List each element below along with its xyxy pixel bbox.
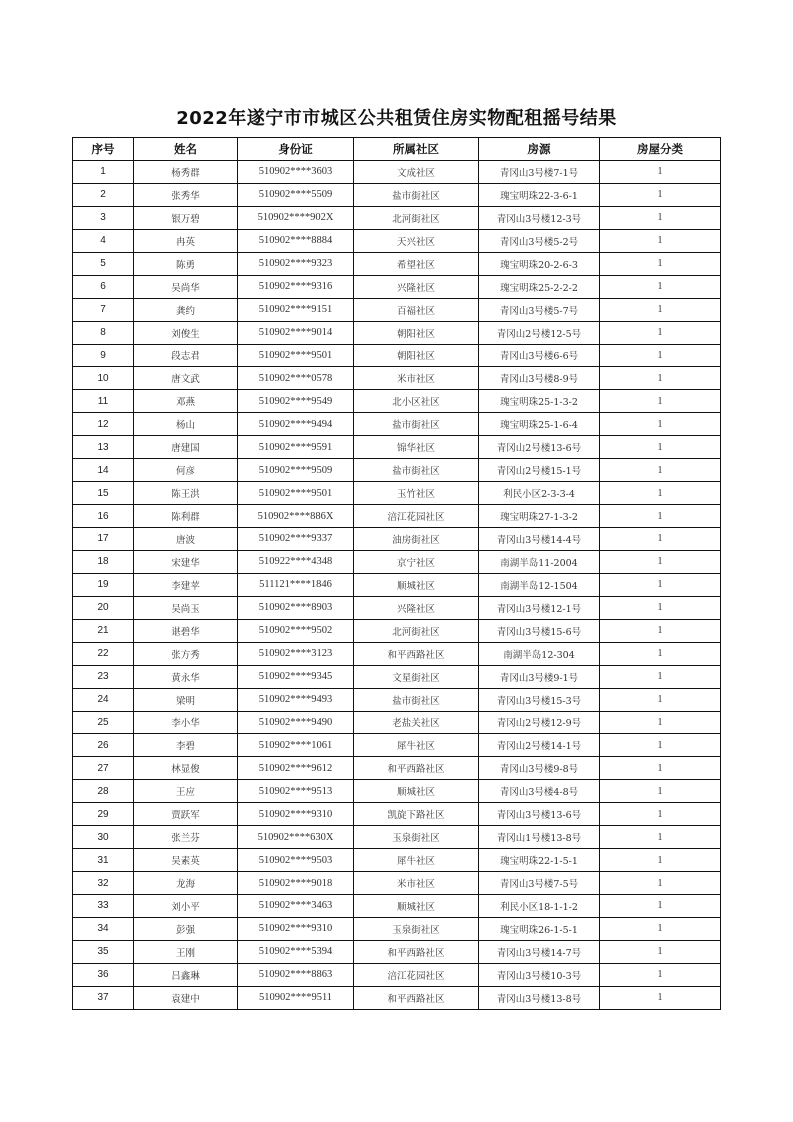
cell-community: 犀牛社区 [354, 849, 479, 872]
cell-community: 涪江花园社区 [354, 505, 479, 528]
header-housing-category: 房屋分类 [600, 138, 721, 161]
cell-serial-number: 35 [73, 940, 134, 963]
cell-name: 黄永华 [134, 665, 238, 688]
table-row [73, 940, 721, 963]
table-row [73, 275, 721, 298]
cell-housing-category: 1 [600, 161, 721, 184]
cell-name: 林显俊 [134, 757, 238, 780]
cell-id-card: 510902****9018 [238, 872, 354, 895]
header-community: 所属社区 [354, 138, 479, 161]
cell-id-card: 510922****4348 [238, 550, 354, 573]
cell-name: 张秀华 [134, 183, 238, 206]
cell-housing-category: 1 [600, 390, 721, 413]
cell-name: 龙海 [134, 872, 238, 895]
cell-serial-number: 14 [73, 459, 134, 482]
cell-name: 李碧 [134, 734, 238, 757]
table-row [73, 619, 721, 642]
cell-housing-source: 瑰宝明珠25-1-3-2 [479, 390, 600, 413]
cell-serial-number: 9 [73, 344, 134, 367]
lottery-results-table [72, 137, 721, 1010]
cell-housing-category: 1 [600, 734, 721, 757]
cell-name: 吕鑫琳 [134, 963, 238, 986]
table-row [73, 665, 721, 688]
cell-housing-category: 1 [600, 183, 721, 206]
cell-name: 刘俊生 [134, 321, 238, 344]
cell-name: 王刚 [134, 940, 238, 963]
cell-housing-category: 1 [600, 550, 721, 573]
cell-id-card: 510902****8863 [238, 963, 354, 986]
cell-community: 顺城社区 [354, 573, 479, 596]
cell-community: 北河街社区 [354, 206, 479, 229]
cell-id-card: 510902****5394 [238, 940, 354, 963]
cell-community: 京宁社区 [354, 550, 479, 573]
cell-id-card: 510902****1061 [238, 734, 354, 757]
cell-housing-source: 瑰宝明珠25-1-6-4 [479, 413, 600, 436]
cell-community: 盐市街社区 [354, 459, 479, 482]
cell-name: 吴尚华 [134, 275, 238, 298]
table-row [73, 826, 721, 849]
table-row [73, 206, 721, 229]
cell-id-card: 510902****902X [238, 206, 354, 229]
cell-serial-number: 33 [73, 895, 134, 918]
cell-housing-source: 青冈山3号楼9-1号 [479, 665, 600, 688]
cell-housing-source: 南湖半岛12-304 [479, 642, 600, 665]
cell-serial-number: 10 [73, 367, 134, 390]
cell-name: 李建苹 [134, 573, 238, 596]
cell-community: 盐市街社区 [354, 688, 479, 711]
cell-serial-number: 17 [73, 528, 134, 551]
cell-serial-number: 29 [73, 803, 134, 826]
cell-id-card: 510902****886X [238, 505, 354, 528]
cell-serial-number: 15 [73, 482, 134, 505]
cell-serial-number: 36 [73, 963, 134, 986]
cell-housing-category: 1 [600, 803, 721, 826]
cell-name: 邓燕 [134, 390, 238, 413]
cell-community: 玉泉街社区 [354, 826, 479, 849]
cell-serial-number: 30 [73, 826, 134, 849]
cell-id-card: 510902****9310 [238, 803, 354, 826]
document-title: 2022年遂宁市市城区公共租赁住房实物配租摇号结果 [176, 108, 617, 129]
cell-housing-category: 1 [600, 826, 721, 849]
cell-housing-source: 青冈山3号楼7-5号 [479, 872, 600, 895]
cell-serial-number: 22 [73, 642, 134, 665]
cell-housing-category: 1 [600, 872, 721, 895]
cell-serial-number: 1 [73, 161, 134, 184]
cell-serial-number: 12 [73, 413, 134, 436]
cell-name: 李小华 [134, 711, 238, 734]
cell-housing-source: 青冈山3号楼15-3号 [479, 688, 600, 711]
table-row [73, 573, 721, 596]
cell-id-card: 511121****1846 [238, 573, 354, 596]
cell-community: 锦华社区 [354, 436, 479, 459]
cell-serial-number: 24 [73, 688, 134, 711]
cell-housing-source: 瑰宝明珠22-1-5-1 [479, 849, 600, 872]
cell-community: 玉竹社区 [354, 482, 479, 505]
cell-name: 段志君 [134, 344, 238, 367]
cell-name: 杨秀群 [134, 161, 238, 184]
cell-id-card: 510902****8884 [238, 229, 354, 252]
cell-community: 百福社区 [354, 298, 479, 321]
cell-housing-source: 瑰宝明珠27-1-3-2 [479, 505, 600, 528]
cell-name: 吴尚玉 [134, 596, 238, 619]
cell-serial-number: 26 [73, 734, 134, 757]
cell-id-card: 510902****9337 [238, 528, 354, 551]
cell-community: 希望社区 [354, 252, 479, 275]
cell-name: 梁明 [134, 688, 238, 711]
table-body [73, 161, 721, 1010]
table-row [73, 344, 721, 367]
cell-community: 和平西路社区 [354, 757, 479, 780]
cell-housing-category: 1 [600, 688, 721, 711]
cell-serial-number: 37 [73, 986, 134, 1009]
table-row [73, 505, 721, 528]
cell-serial-number: 27 [73, 757, 134, 780]
cell-name: 陈王洪 [134, 482, 238, 505]
cell-housing-category: 1 [600, 849, 721, 872]
cell-id-card: 510902****0578 [238, 367, 354, 390]
cell-community: 玉泉街社区 [354, 917, 479, 940]
cell-community: 犀牛社区 [354, 734, 479, 757]
table-row [73, 757, 721, 780]
cell-serial-number: 31 [73, 849, 134, 872]
cell-community: 文星街社区 [354, 665, 479, 688]
cell-housing-source: 青冈山3号楼5-2号 [479, 229, 600, 252]
cell-serial-number: 18 [73, 550, 134, 573]
cell-housing-source: 青冈山2号楼12-9号 [479, 711, 600, 734]
cell-housing-category: 1 [600, 642, 721, 665]
cell-community: 米市社区 [354, 872, 479, 895]
header-name: 姓名 [134, 138, 238, 161]
cell-housing-category: 1 [600, 505, 721, 528]
cell-housing-category: 1 [600, 596, 721, 619]
cell-housing-source: 青冈山3号楼13-8号 [479, 986, 600, 1009]
cell-serial-number: 4 [73, 229, 134, 252]
cell-id-card: 510902****9310 [238, 917, 354, 940]
cell-community: 和平西路社区 [354, 642, 479, 665]
table-row [73, 459, 721, 482]
cell-serial-number: 3 [73, 206, 134, 229]
cell-id-card: 510902****9014 [238, 321, 354, 344]
cell-housing-source: 青冈山3号楼8-9号 [479, 367, 600, 390]
cell-serial-number: 25 [73, 711, 134, 734]
cell-name: 张方秀 [134, 642, 238, 665]
cell-serial-number: 23 [73, 665, 134, 688]
cell-community: 文成社区 [354, 161, 479, 184]
cell-housing-source: 青冈山3号楼9-8号 [479, 757, 600, 780]
cell-housing-source: 青冈山3号楼12-3号 [479, 206, 600, 229]
cell-id-card: 510902****9493 [238, 688, 354, 711]
cell-housing-source: 瑰宝明珠25-2-2-2 [479, 275, 600, 298]
cell-id-card: 510902****9513 [238, 780, 354, 803]
table-header-row [73, 138, 721, 161]
cell-name: 张兰芬 [134, 826, 238, 849]
table-row [73, 229, 721, 252]
cell-housing-category: 1 [600, 275, 721, 298]
cell-serial-number: 7 [73, 298, 134, 321]
table-row [73, 596, 721, 619]
cell-serial-number: 20 [73, 596, 134, 619]
cell-housing-source: 利民小区2-3-3-4 [479, 482, 600, 505]
table-row [73, 780, 721, 803]
cell-community: 顺城社区 [354, 780, 479, 803]
cell-housing-category: 1 [600, 436, 721, 459]
cell-serial-number: 8 [73, 321, 134, 344]
table-row [73, 482, 721, 505]
cell-id-card: 510902****9509 [238, 459, 354, 482]
cell-serial-number: 21 [73, 619, 134, 642]
cell-housing-source: 青冈山2号楼13-6号 [479, 436, 600, 459]
table-row [73, 252, 721, 275]
cell-id-card: 510902****3123 [238, 642, 354, 665]
cell-housing-source: 南湖半岛11-2004 [479, 550, 600, 573]
cell-name: 银万碧 [134, 206, 238, 229]
cell-housing-source: 青冈山3号楼13-6号 [479, 803, 600, 826]
cell-id-card: 510902****9501 [238, 344, 354, 367]
cell-id-card: 510902****5509 [238, 183, 354, 206]
table-row [73, 986, 721, 1009]
cell-housing-source: 瑰宝明珠20-2-6-3 [479, 252, 600, 275]
cell-id-card: 510902****9490 [238, 711, 354, 734]
cell-serial-number: 19 [73, 573, 134, 596]
cell-id-card: 510902****3603 [238, 161, 354, 184]
table-row [73, 711, 721, 734]
cell-community: 兴隆社区 [354, 275, 479, 298]
cell-housing-category: 1 [600, 665, 721, 688]
cell-community: 油房街社区 [354, 528, 479, 551]
cell-housing-category: 1 [600, 459, 721, 482]
cell-name: 吴素英 [134, 849, 238, 872]
table-row [73, 917, 721, 940]
cell-community: 朝阳社区 [354, 321, 479, 344]
cell-housing-source: 青冈山2号楼12-5号 [479, 321, 600, 344]
cell-housing-category: 1 [600, 367, 721, 390]
cell-serial-number: 6 [73, 275, 134, 298]
cell-housing-category: 1 [600, 298, 721, 321]
cell-id-card: 510902****9511 [238, 986, 354, 1009]
cell-housing-category: 1 [600, 229, 721, 252]
cell-community: 盐市街社区 [354, 413, 479, 436]
table-row [73, 413, 721, 436]
cell-id-card: 510902****9323 [238, 252, 354, 275]
cell-serial-number: 5 [73, 252, 134, 275]
cell-housing-category: 1 [600, 573, 721, 596]
table-row [73, 321, 721, 344]
cell-name: 贾跃军 [134, 803, 238, 826]
cell-housing-source: 南湖半岛12-1504 [479, 573, 600, 596]
cell-housing-category: 1 [600, 895, 721, 918]
cell-housing-source: 青冈山3号楼5-7号 [479, 298, 600, 321]
cell-housing-category: 1 [600, 986, 721, 1009]
table-row [73, 849, 721, 872]
cell-id-card: 510902****630X [238, 826, 354, 849]
cell-community: 北小区社区 [354, 390, 479, 413]
cell-name: 杨山 [134, 413, 238, 436]
cell-name: 何彦 [134, 459, 238, 482]
cell-id-card: 510902****9494 [238, 413, 354, 436]
cell-name: 冉英 [134, 229, 238, 252]
cell-housing-category: 1 [600, 528, 721, 551]
cell-name: 谌碧华 [134, 619, 238, 642]
cell-community: 和平西路社区 [354, 986, 479, 1009]
cell-community: 天兴社区 [354, 229, 479, 252]
table-row [73, 803, 721, 826]
cell-serial-number: 16 [73, 505, 134, 528]
cell-housing-source: 青冈山3号楼7-1号 [479, 161, 600, 184]
cell-serial-number: 32 [73, 872, 134, 895]
cell-name: 陈利群 [134, 505, 238, 528]
cell-community: 顺城社区 [354, 895, 479, 918]
table-row [73, 688, 721, 711]
table-row [73, 642, 721, 665]
cell-id-card: 510902****9502 [238, 619, 354, 642]
cell-name: 龚约 [134, 298, 238, 321]
cell-id-card: 510902****9549 [238, 390, 354, 413]
table-row [73, 183, 721, 206]
cell-community: 北河街社区 [354, 619, 479, 642]
cell-serial-number: 34 [73, 917, 134, 940]
cell-community: 涪江花园社区 [354, 963, 479, 986]
cell-housing-source: 瑰宝明珠22-3-6-1 [479, 183, 600, 206]
cell-housing-category: 1 [600, 780, 721, 803]
cell-housing-source: 青冈山2号楼15-1号 [479, 459, 600, 482]
header-housing-source: 房源 [479, 138, 600, 161]
header-id-card: 身份证 [238, 138, 354, 161]
cell-id-card: 510902****9591 [238, 436, 354, 459]
cell-name: 王应 [134, 780, 238, 803]
cell-community: 老盐关社区 [354, 711, 479, 734]
cell-name: 唐波 [134, 528, 238, 551]
cell-housing-category: 1 [600, 482, 721, 505]
cell-housing-category: 1 [600, 963, 721, 986]
cell-community: 朝阳社区 [354, 344, 479, 367]
cell-name: 陈勇 [134, 252, 238, 275]
cell-housing-source: 青冈山3号楼14-4号 [479, 528, 600, 551]
cell-housing-source: 青冈山3号楼6-6号 [479, 344, 600, 367]
cell-community: 盐市街社区 [354, 183, 479, 206]
cell-housing-category: 1 [600, 711, 721, 734]
cell-name: 宋建华 [134, 550, 238, 573]
cell-name: 袁建中 [134, 986, 238, 1009]
cell-community: 和平西路社区 [354, 940, 479, 963]
cell-serial-number: 28 [73, 780, 134, 803]
table-row [73, 963, 721, 986]
cell-community: 兴隆社区 [354, 596, 479, 619]
cell-id-card: 510902****3463 [238, 895, 354, 918]
table-row [73, 298, 721, 321]
cell-housing-category: 1 [600, 757, 721, 780]
cell-housing-source: 青冈山3号楼14-7号 [479, 940, 600, 963]
table-row [73, 895, 721, 918]
cell-housing-source: 青冈山3号楼15-6号 [479, 619, 600, 642]
table-row [73, 161, 721, 184]
cell-housing-source: 青冈山3号楼4-8号 [479, 780, 600, 803]
cell-id-card: 510902****9501 [238, 482, 354, 505]
table-row [73, 734, 721, 757]
table-row [73, 528, 721, 551]
cell-id-card: 510902****9316 [238, 275, 354, 298]
cell-name: 彭强 [134, 917, 238, 940]
table-row [73, 367, 721, 390]
cell-housing-category: 1 [600, 206, 721, 229]
cell-housing-source: 利民小区18-1-1-2 [479, 895, 600, 918]
cell-housing-category: 1 [600, 344, 721, 367]
cell-housing-source: 青冈山2号楼14-1号 [479, 734, 600, 757]
cell-housing-category: 1 [600, 917, 721, 940]
cell-housing-category: 1 [600, 940, 721, 963]
cell-id-card: 510902****9612 [238, 757, 354, 780]
cell-id-card: 510902****9151 [238, 298, 354, 321]
table-row [73, 436, 721, 459]
cell-id-card: 510902****9345 [238, 665, 354, 688]
header-serial-number: 序号 [73, 138, 134, 161]
cell-name: 刘小平 [134, 895, 238, 918]
cell-community: 凯旋下路社区 [354, 803, 479, 826]
cell-housing-source: 瑰宝明珠26-1-5-1 [479, 917, 600, 940]
cell-housing-category: 1 [600, 252, 721, 275]
cell-community: 米市社区 [354, 367, 479, 390]
table-row [73, 390, 721, 413]
cell-housing-source: 青冈山3号楼10-3号 [479, 963, 600, 986]
cell-housing-category: 1 [600, 619, 721, 642]
cell-id-card: 510902****9503 [238, 849, 354, 872]
table-row [73, 550, 721, 573]
table-row [73, 872, 721, 895]
cell-serial-number: 2 [73, 183, 134, 206]
cell-serial-number: 11 [73, 390, 134, 413]
cell-serial-number: 13 [73, 436, 134, 459]
cell-housing-category: 1 [600, 413, 721, 436]
cell-name: 唐建国 [134, 436, 238, 459]
cell-housing-source: 青冈山3号楼12-1号 [479, 596, 600, 619]
cell-id-card: 510902****8903 [238, 596, 354, 619]
cell-name: 唐文武 [134, 367, 238, 390]
cell-housing-source: 青冈山1号楼13-8号 [479, 826, 600, 849]
cell-housing-category: 1 [600, 321, 721, 344]
